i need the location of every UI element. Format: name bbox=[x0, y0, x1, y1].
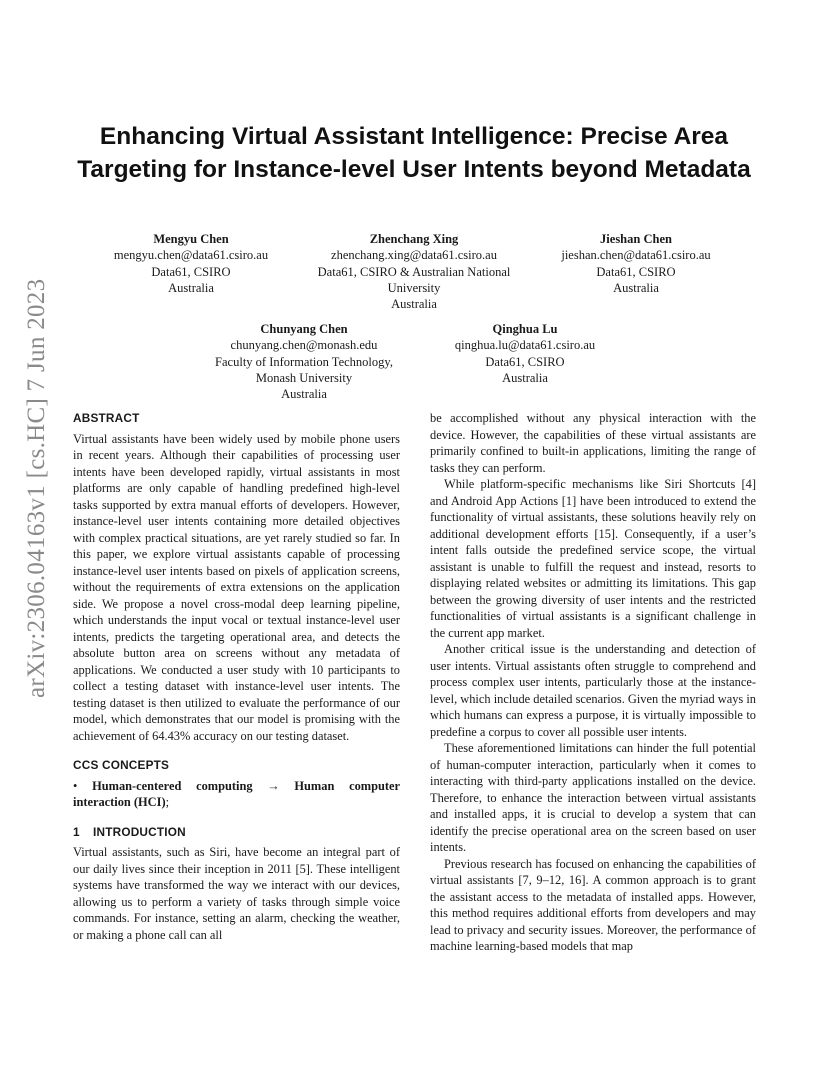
author-country: Australia bbox=[281, 387, 327, 402]
author-block bbox=[435, 321, 615, 386]
author-block bbox=[540, 231, 732, 296]
author-email[interactable]: qinghua.lu@data61.csiro.au bbox=[454, 338, 596, 353]
intro-paragraph-2: While platform-specific mechanisms like Siri Shortcuts [4] and Android App Actions [1] have been introduced to extend the functionality of virtual assistants, these solutions heavily rely on additional development efforts [15]. Consequently, if a user’s intent falls outside the predefined service scope, the virtual assistant is unable to fulfill the request and instead, resorts to displaying related websites or admitting its limitations. This gap between the growing diversity of user intents and the restricted functionalities of virtual assistants is a significant challenge in the current app market. bbox=[430, 477, 756, 640]
author-email[interactable]: zhenchang.xing@data61.csiro.au bbox=[331, 248, 497, 263]
author-email[interactable]: mengyu.chen@data61.csiro.au bbox=[113, 248, 269, 263]
author-country: Australia bbox=[613, 280, 659, 295]
section-number: 1 bbox=[73, 824, 80, 839]
right-column bbox=[430, 410, 756, 955]
abstract-heading: ABSTRACT bbox=[73, 411, 140, 425]
author-affiliation: Data61, CSIRO bbox=[485, 354, 565, 369]
paper-title: Enhancing Virtual Assistant Intelligence: Precise Area Targeting for Instance-level User Intents beyond Metadata bbox=[77, 123, 751, 183]
section-title: INTRODUCTION bbox=[93, 824, 186, 839]
intro-paragraph-5: Previous research has focused on enhancing the capabilities of virtual assistants [7, 9–12, 16]. A common approach is to grant the assistant access to the metadata of installed apps. However, this method requires additional efforts from developers and may lead to privacy and security issues. Moreover, the performance of machine learning-based models that map bbox=[430, 856, 756, 953]
ccs-heading: CCS CONCEPTS bbox=[73, 758, 170, 772]
intro-paragraph-1-start: Virtual assistants, such as Siri, have become an integral part of our daily lives since their inception in 2011 [5]. These intelligent systems have transformed the way we interact with our devices, allowing us to perform a variety of tasks through simple voice commands. For instance, setting an alarm, checking the weather, or making a phone call can all bbox=[73, 845, 400, 942]
author-name: Jieshan Chen bbox=[600, 232, 672, 246]
intro-paragraph-1-end: be accomplished without any physical interaction with the device. However, the capabilities of these virtual assistants are primarily confined to built-in applications, limiting the range of tasks they can perform. bbox=[430, 411, 756, 475]
author-name: Chunyang Chen bbox=[260, 322, 348, 336]
author-email[interactable]: chunyang.chen@monash.edu bbox=[230, 338, 378, 353]
ccs-bullet: • bbox=[73, 778, 78, 793]
author-affiliation: Data61, CSIRO & Australian National University bbox=[317, 264, 511, 295]
author-affiliation: Data61, CSIRO bbox=[151, 264, 231, 279]
author-name: Zhenchang Xing bbox=[369, 232, 459, 246]
author-block bbox=[96, 231, 286, 296]
author-country: Australia bbox=[391, 297, 437, 312]
author-block bbox=[300, 231, 528, 312]
left-column bbox=[73, 410, 400, 943]
author-email[interactable]: jieshan.chen@data61.csiro.au bbox=[561, 248, 711, 263]
author-affiliation: Faculty of Information Technology, Monash University bbox=[215, 354, 393, 385]
ccs-concept-text: Human-centered computing → Human computer interaction (HCI) bbox=[73, 778, 400, 809]
author-name: Qinghua Lu bbox=[492, 322, 558, 336]
author-name: Mengyu Chen bbox=[153, 232, 229, 246]
intro-paragraph-4: These aforementioned limitations can hinder the full potential of human-computer interaction, particularly when it comes to interacting with third-party applications installed on the device. Therefore, to enhance the interaction between virtual assistants and installed apps, it is crucial to develop a system that can identify the precise operational area on the screen based on user intents. bbox=[430, 741, 756, 854]
abstract-text: Virtual assistants have been widely used by mobile phone users in recent years. Although their capabilities of processing user intents have been developed rapidly, virtual assistants in most platforms are only capable of handling predefined high-level tasks supported by extra manual efforts of developers. However, instance-level user intents containing more detailed objectives with complex practical situations, are yet rarely studied so far. In this paper, we explore virtual assistants capable of processing instance-level user intents based on pixels of application screens, without the requirements of extra extensions on the application side. We propose a novel cross-modal deep learning pipeline, which understands the input vocal or textual instance-level user intents, predicts the targeting operational area, and detects the absolute button area on screens without any metadata of applications. We conducted a user study with 10 participants to collect a testing dataset with instance-level user intents. The testing dataset is then utilized to evaluate the performance of our model, which demonstrates that our model is promising with the achievement of 64.43% accuracy on our testing dataset. bbox=[73, 431, 400, 743]
author-affiliation: Data61, CSIRO bbox=[596, 264, 676, 279]
author-country: Australia bbox=[168, 280, 214, 295]
ccs-concepts bbox=[73, 778, 400, 811]
ccs-tail: ; bbox=[165, 795, 170, 809]
arxiv-identifier: arXiv:2306.04163v1 [cs.HC] 7 Jun 2023 bbox=[23, 278, 50, 698]
introduction-heading bbox=[73, 824, 400, 841]
intro-paragraph-3: Another critical issue is the understanding and detection of user intents. Virtual assistants often struggle to comprehend and process complex user intents, particularly those at the instance-level, which include detailed scenarios. Given the myriad ways in which humans can express a purpose, it is virtually impossible to predefine a corpus to cover all possible user intents. bbox=[430, 642, 756, 739]
author-country: Australia bbox=[502, 370, 548, 385]
author-block bbox=[200, 321, 408, 402]
